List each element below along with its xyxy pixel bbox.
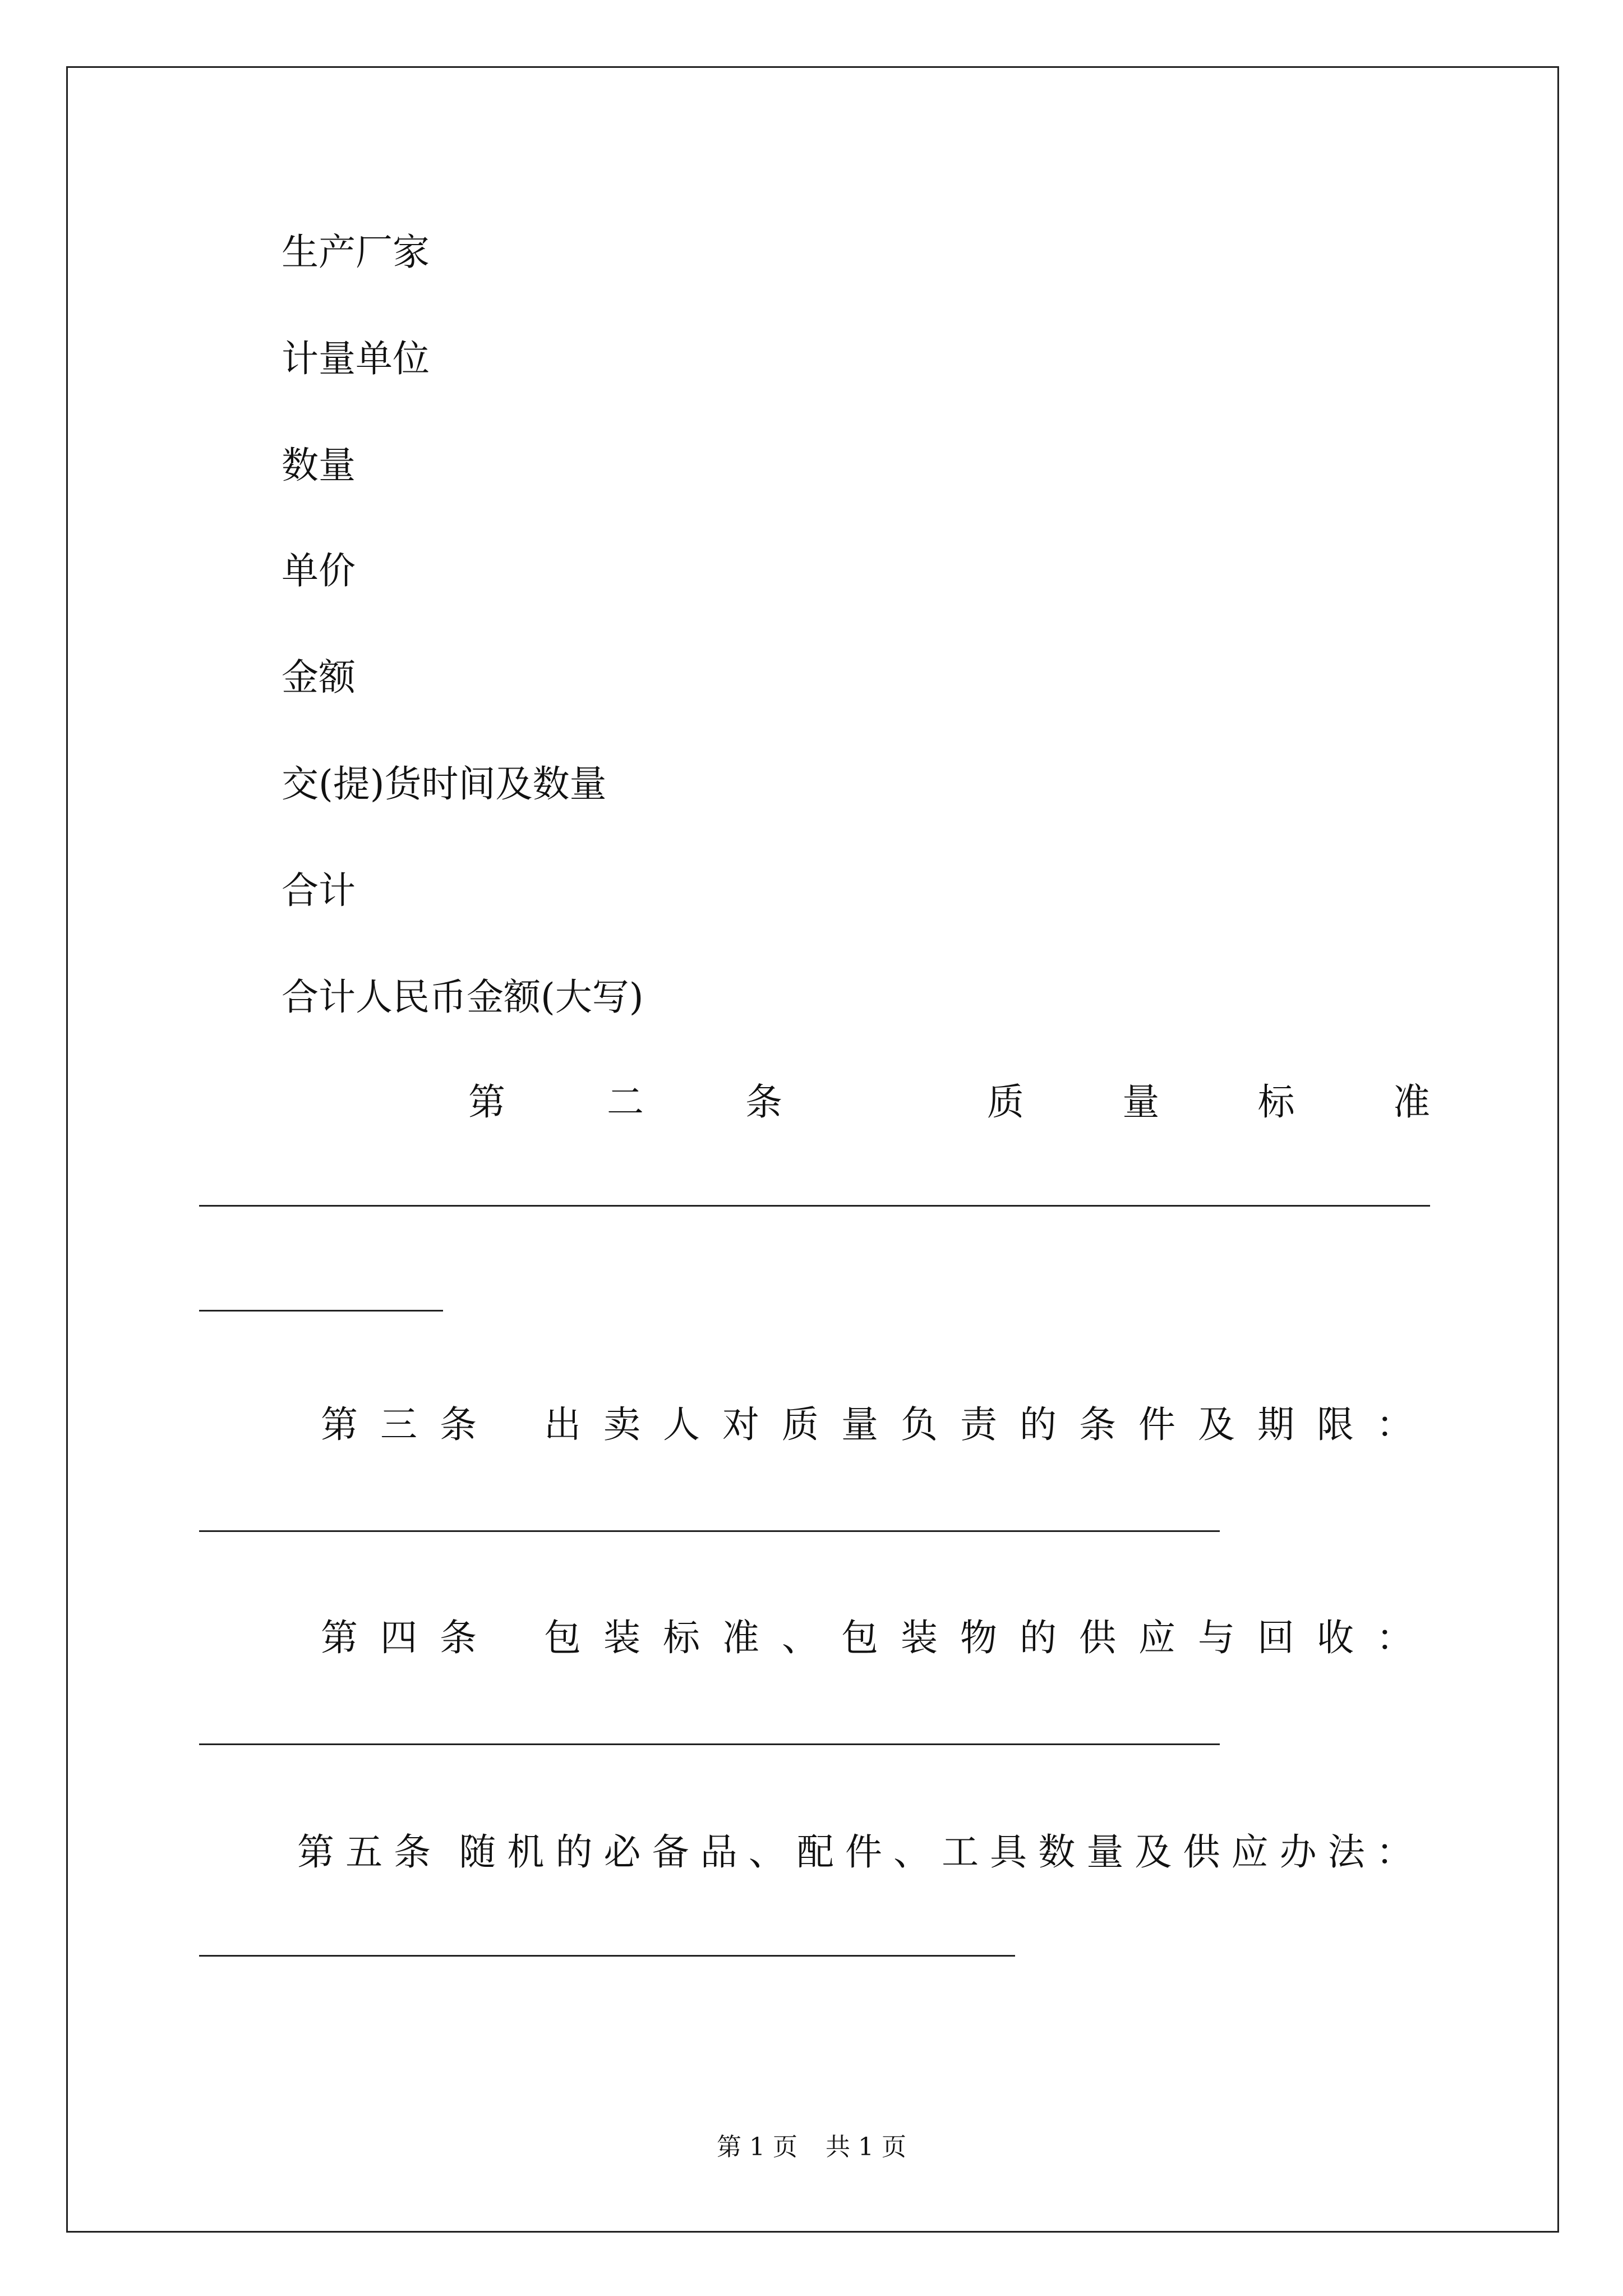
article-5-char: 办: [1279, 1830, 1317, 1874]
article-4-char: 条: [440, 1616, 477, 1659]
article-2-char: 条: [745, 1080, 782, 1124]
article-5-char: 具: [990, 1830, 1027, 1874]
article-4-char: 供: [1079, 1616, 1116, 1659]
article-5-char: 的: [555, 1830, 593, 1874]
article-3-char: 的: [1020, 1403, 1057, 1446]
article-4-char: 第: [321, 1616, 358, 1659]
article-5-char: 品: [700, 1830, 737, 1874]
article-5-char: 及: [1135, 1830, 1172, 1874]
article-3-char: 责: [960, 1403, 997, 1446]
article-5-char: 数: [1038, 1830, 1076, 1874]
article-5-char: 机: [507, 1830, 545, 1874]
field-unit: 计量单位: [282, 337, 430, 380]
article-3-char: 质: [782, 1403, 819, 1446]
article-2-char: 质: [987, 1080, 1024, 1124]
article-5-char: 配: [796, 1830, 834, 1874]
article-3-gap: [499, 1402, 522, 1447]
article-4-char: 回: [1257, 1616, 1294, 1659]
article-2-blank-line-2: [199, 1310, 443, 1312]
article-3-char: 限: [1317, 1403, 1354, 1446]
article-3-char: 量: [841, 1403, 878, 1446]
article-5-blank-line: [199, 1955, 1015, 1957]
article-4-char: 装: [901, 1616, 938, 1659]
article-5-char: 必: [603, 1830, 641, 1874]
article-4-char: 包: [544, 1616, 581, 1659]
article-5-char: 法: [1327, 1830, 1365, 1874]
article-4-char: 装: [603, 1616, 640, 1659]
article-3-char: ：: [1376, 1403, 1413, 1446]
page-number: 第 1 页: [717, 2133, 797, 2161]
article-3-char: 条: [1079, 1403, 1116, 1446]
page-total: 共 1 页: [826, 2133, 906, 2161]
article-2-title: [987, 1080, 1430, 1125]
article-4-char: 与: [1198, 1616, 1235, 1659]
article-4-blank-line: [199, 1743, 1220, 1745]
article-3-char: 出: [544, 1403, 581, 1446]
article-3-char: 第: [321, 1403, 358, 1446]
article-3-blank-line: [199, 1530, 1220, 1532]
article-4-char: 标: [663, 1616, 700, 1659]
article-2-char: 二: [607, 1080, 644, 1124]
article-5-char: 第: [297, 1830, 334, 1874]
article-5-char: 备: [652, 1830, 689, 1874]
article-2-blank-line: [199, 1205, 1430, 1207]
article-4: [321, 1616, 1413, 1660]
article-5-char: 量: [1086, 1830, 1124, 1874]
article-4-char: 物: [960, 1616, 997, 1659]
article-4-char: 的: [1020, 1616, 1057, 1659]
article-3-char: 期: [1257, 1403, 1294, 1446]
article-5-char: ：: [1376, 1830, 1413, 1874]
article-5-char: 条: [394, 1830, 431, 1874]
field-manufacturer: 生产厂家: [282, 231, 430, 274]
page-footer: [0, 2132, 1623, 2163]
article-4-char: 包: [841, 1616, 878, 1659]
article-3-char: 条: [440, 1403, 477, 1446]
article-2-char: 第: [468, 1080, 505, 1124]
article-3-char: 卖: [603, 1403, 640, 1446]
article-4-gap: [499, 1616, 522, 1660]
article-4-char: 、: [782, 1616, 819, 1659]
article-5-char: 工: [942, 1830, 979, 1874]
article-2-char: 量: [1122, 1080, 1160, 1124]
article-5-char: 随: [459, 1830, 496, 1874]
article-2-char: 标: [1257, 1080, 1295, 1124]
article-5-char: 应: [1231, 1830, 1269, 1874]
page-border: [66, 66, 1559, 2233]
article-3-char: 对: [722, 1403, 759, 1446]
field-quantity: 数量: [282, 444, 356, 487]
article-5: [297, 1830, 1413, 1875]
field-total-rmb: 合计人民币金额(大写): [282, 976, 644, 1019]
article-2-char: 准: [1393, 1080, 1430, 1124]
article-2-number: [468, 1080, 782, 1125]
article-4-char: ：: [1376, 1616, 1413, 1659]
article-4-char: 收: [1317, 1616, 1354, 1659]
article-4-char: 应: [1138, 1616, 1175, 1659]
article-5-char: 件: [845, 1830, 882, 1874]
article-5-char: 供: [1183, 1830, 1220, 1874]
article-5-char: 五: [345, 1830, 383, 1874]
article-5-char: 、: [893, 1830, 931, 1874]
article-4-char: 准: [722, 1616, 759, 1659]
article-3-char: 件: [1138, 1403, 1175, 1446]
field-unit-price: 单价: [282, 549, 356, 592]
article-5-gap: [442, 1830, 448, 1875]
article-3-char: 人: [663, 1403, 700, 1446]
article-5-char: 、: [748, 1830, 786, 1874]
article-3-char: 及: [1198, 1403, 1235, 1446]
article-4-char: 四: [380, 1616, 417, 1659]
article-3-char: 负: [901, 1403, 938, 1446]
field-amount: 金额: [282, 656, 356, 699]
article-3-char: 三: [380, 1403, 417, 1446]
field-total: 合计: [282, 869, 356, 912]
field-delivery-time: 交(提)货时间及数量: [282, 762, 607, 806]
article-3: [321, 1402, 1413, 1447]
